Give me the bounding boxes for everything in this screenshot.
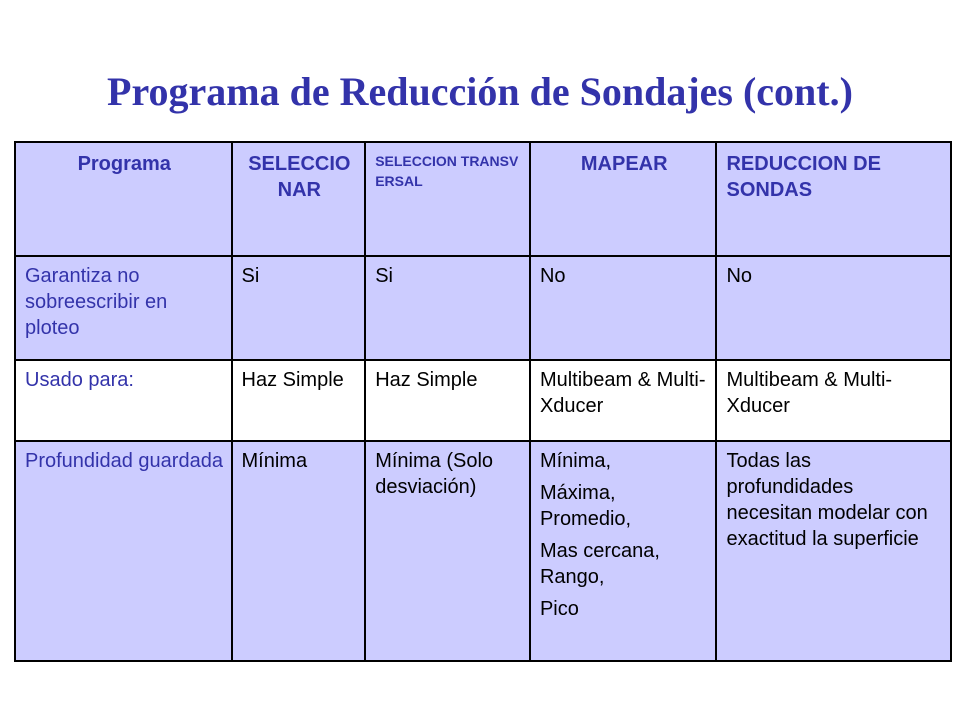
row-label-garantiza: Garantiza no sobreescribir en ploteo [15, 256, 232, 360]
table-header-row [15, 142, 951, 256]
header-seleccionar: SELECCIONAR [232, 142, 366, 256]
table-cell: Haz Simple [232, 360, 366, 441]
mapear-line: Pico [539, 598, 579, 620]
table-cell-mapear [530, 441, 717, 661]
table-cell: No [716, 256, 951, 360]
header-mapear: MAPEAR [530, 142, 717, 256]
table-row [15, 256, 951, 360]
table-cell: Multibeam & Multi-Xducer [530, 360, 717, 441]
table-row [15, 441, 951, 661]
mapear-line: Máxima, Promedio, [539, 482, 632, 530]
header-reduccion-de-sondas: REDUCCION DE SONDAS [716, 142, 951, 256]
header-programa: Programa [15, 142, 232, 256]
table-cell: Multibeam & Multi-Xducer [716, 360, 951, 441]
table-cell: Si [232, 256, 366, 360]
slide-title: Programa de Reducción de Sondajes (cont.) [107, 69, 853, 114]
table-cell: Haz Simple [365, 360, 530, 441]
mapear-line: Mínima, [539, 450, 612, 472]
table-cell: Todas las profundidades necesitan modelar con exactitud la superficie [716, 441, 951, 661]
table-row [15, 360, 951, 441]
comparison-table [14, 141, 952, 662]
row-label-usado-para: Usado para: [15, 360, 232, 441]
header-seleccion-transversal: SELECCION TRANSVERSAL [365, 142, 530, 256]
row-label-profundidad: Profundidad guardada [15, 441, 232, 661]
table-cell: Mínima (Solo desviación) [365, 441, 530, 661]
table-cell: Si [365, 256, 530, 360]
table-cell: Mínima [232, 441, 366, 661]
table-cell: No [530, 256, 717, 360]
mapear-line: Mas cercana, Rango, [539, 540, 660, 588]
